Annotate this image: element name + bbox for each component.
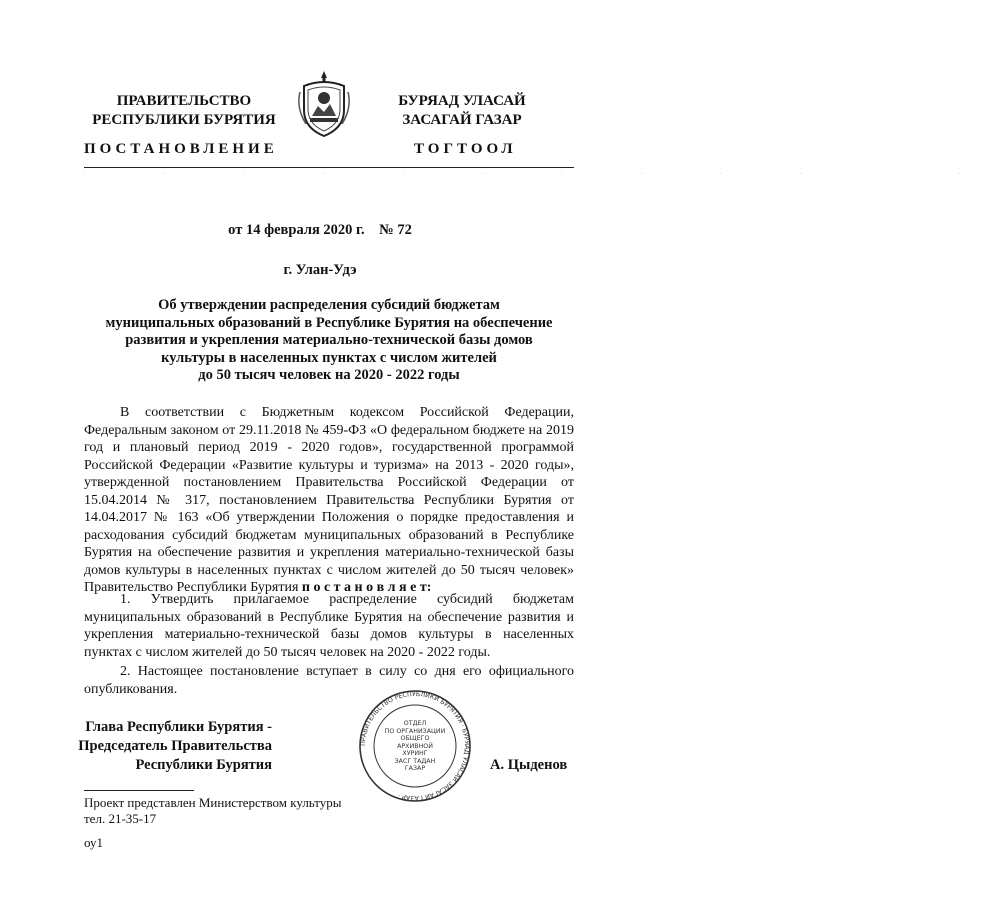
item-2: 2. Настоящее постановление вступает в силу со дня его официального опубликования. [84, 664, 574, 697]
stamp-inner-text: ОТДЕЛ ПО ОРГАНИЗАЦИИ ОБЩЕГО АРХИВНОЙ ХУРИНГ ЗАСГ ТАДАН ГАЗАР [384, 720, 446, 772]
signatory-line2: Председатель Правительства [78, 738, 272, 754]
item-1: 1. Утвердить прилагаемое распределение субсидий бюджетам муниципальных образований в Республике Бурятия на обеспечение развития и укрепления материально-технической базы домов культуры в населенных пунктах с числом жителей до 50 тысяч человек на 2020 - 2022 годы. [84, 592, 574, 660]
title-line: культуры в населенных пунктах с числом жителей [161, 349, 497, 366]
doc-type-ru: ПОСТАНОВЛЕНИЕ [84, 141, 278, 157]
government-name-ru [84, 92, 284, 130]
preamble-text: В соответствии с Бюджетным кодексом Российской Федерации, Федеральным законом от 29.11.2018 № 459-ФЗ «О федеральном бюджете на 2019 год и плановый период 2019 - 2020 годов», государственной программой Российской Федерации «Развитие культуры и туризма» на 2013 - 2020 годы», утвержденной постановлением Правительства Российской Федерации от 15.04.2014 № 317, постановлением Правительства Республики Бурятия от 14.04.2017 № 163 «Об утверждении Положения о порядке предоставления и расходования субсидий бюджетам муниципальных образований в Республике Бурятия на обеспечение развития и укрепления материально-технической базы домов культуры в населенных пунктах с числом жителей до 50 тысяч человек» Правительство Республики Бурятия [84, 405, 574, 595]
signatory-position [60, 718, 272, 775]
city: г. Улан-Удэ [283, 262, 357, 278]
doc-type-bua: ТОГТООЛ [414, 141, 517, 157]
header-dots: · · · · · · · · · · · · [84, 171, 998, 177]
government-name-line2: РЕСПУБЛИКИ БУРЯТИЯ [92, 112, 276, 128]
government-name-bua-line2: ЗАСАГАЙ ГАЗАР [402, 112, 522, 128]
document-title [84, 297, 574, 385]
title-line: муниципальных образований в Республике Бурятия на обеспечение [105, 314, 553, 331]
preamble-paragraph [84, 404, 574, 597]
title-line: развития и укрепления материально-технической базы домов [125, 332, 533, 348]
resolves-word: п о с т а н о в л я е т: [301, 580, 432, 595]
signatory-line1: Глава Республики Бурятия - [85, 719, 272, 735]
government-name-line1: ПРАВИТЕЛЬСТВО [116, 93, 252, 109]
title-line: Об утверждении распределения субсидий бюджетам [158, 297, 500, 313]
footer-rule [84, 790, 194, 791]
document-code: оу1 [84, 835, 104, 850]
government-name-bua-line1: БУРЯАД УЛАСАЙ [398, 93, 526, 109]
title-line: до 50 тысяч человек на 2020 - 2022 годы [198, 367, 460, 383]
government-name-bua [362, 92, 562, 130]
date-number: от 14 февраля 2020 г. № 72 [228, 222, 412, 238]
signatory-line3: Республики Бурятия [135, 757, 272, 773]
official-stamp [350, 690, 480, 802]
coat-of-arms-emblem [296, 68, 352, 140]
header-rule [84, 167, 574, 168]
prepared-by: Проект представлен Министерством культуры [84, 795, 342, 810]
signatory-name: А. Цыденов [490, 757, 568, 773]
contact-phone: тел. 21-35-17 [84, 811, 157, 826]
svg-text:ПРАВИТЕЛЬСТВО РЕСПУБЛИКИ БУРЯТ: ПРАВИТЕЛЬСТВО РЕСПУБЛИКИ БУРЯТИЯ · БУРЯАД УЛАСАЙ ЗАСАГАЙ ГАЗАР · [359, 690, 471, 802]
